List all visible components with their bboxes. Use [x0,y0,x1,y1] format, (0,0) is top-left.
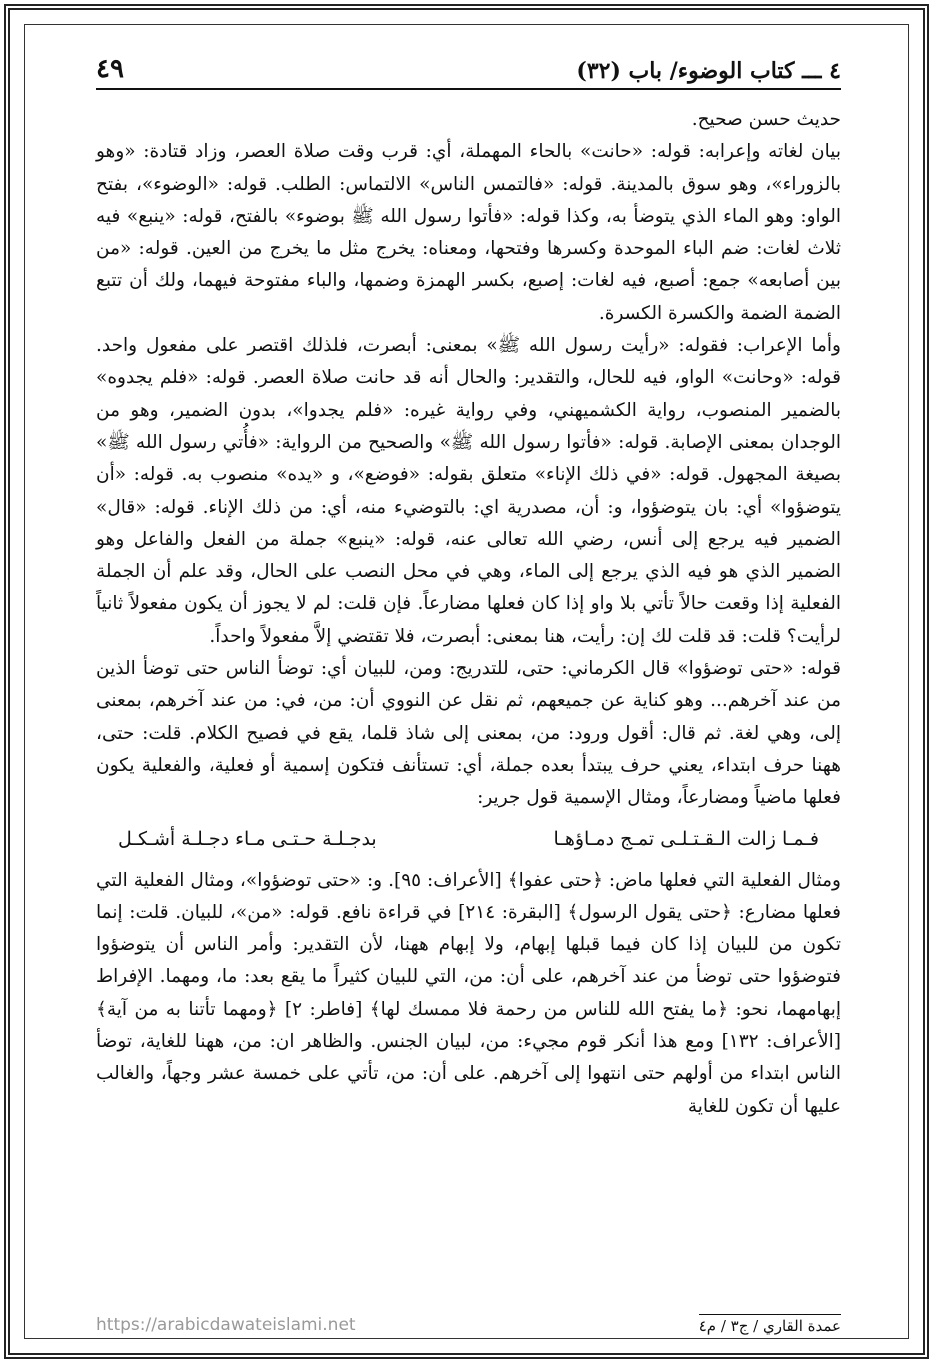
running-head: ٤ ـــ كتاب الوضوء/ باب (٣٢) [576,58,841,84]
page-footer [96,1314,841,1335]
paragraph-grammar: وأما الإعراب: فقوله: «رأيت رسول الله ﷺ» بمعنى: أبصرت، فلذلك اقتصر على مفعول واحد. قوله: «وحانت» الواو، فيه للحال، والتقدير: والحال أنه قد حانت صلاة العصر. قوله: «فلم يجدوه» بالضمير المنصوب، رواية الكشميهني، وفي رواية غيره: «فلم يجدوا»، بدون الضمير، وهو من الوجدان بمعنى الإصابة. قوله: «فأتوا رسول الله ﷺ» والصحيح من الرواية: «فأُتي رسول الله ﷺ» بصيغة المجهول. قوله: «في ذلك الإناء» متعلق بقوله: «فوضع»، و «يده» منصوب به. قوله: «أن يتوضؤوا» أي: بان يتوضؤوا، و: أن، مصدرية اي: بالتوضيء منه، أي: من ذلك الإناء. قوله: «قال» الضمير فيه يرجع إلى أنس، رضي الله تعالى عنه، قوله: «ينبع» جملة من الفعل والفاعل وهو الضمير الذي هو فيه الذي يرجع إلى الماء، وهي في محل النصب على الحال، وقد علم أن الجملة الفعلية إذا وقعت حالاً تأتي بلا واو إذا كان فعلها مضارعاً. فإن قلت: لم لا يجوز أن يكون مفعولاً ثانياً لرأيت؟ قلت: قد قلت لك إن: رأيت، هنا بمعنى: أبصرت، فلا تقتضي إلاَّ مفعولاً واحداً. [96,335,841,647]
poem-hemistich-first: فـمـا زالت الـقـتـلـى تمـج دمـاؤهـا [553,827,819,850]
page-number: ٤٩ [96,54,124,84]
paragraph-hadith-grade: حديث حسن صحيح. [691,109,841,130]
paragraph-hatta: قوله: «حتى توضؤوا» قال الكرماني: حتى، للتدريج: ومن، للبيان أي: توضأ الناس حتى توضأ الذين من عند آخرهم... وهو كناية عن جميعهم، ثم نقل عن النووي أن: من، في: من عند آخرهم، بمعنى إلى، وهي لغة. ثم قال: أقول ورود: من، بمعنى إلى شاذ قلما، يقع في فصيح الكلام. قلت: حتى، ههنا حرف ابتداء، يعني حرف يبتدأ بعده جملة، أي: تستأنف فتكون إسمية أو فعلية، والفعلية يكون فعلها ماضياً ومضارعاً، ومثال الإسمية قول جرير: [96,658,841,809]
page-header [96,52,841,90]
footer-signature: عمدة القاري / ج٣ / م٤ [699,1314,841,1335]
watermark-url: https://arabicdawateislami.net [96,1314,356,1335]
poem-hemistich-second: بدجـلـة حـتـى مـاء دجـلـة أشـكـل [118,827,377,850]
poem-verse [96,815,841,865]
paragraph-vocabulary: بيان لغاته وإعرابه: قوله: «حانت» بالحاء المهملة، أي: قرب وقت صلاة العصر، وزاد قتادة: «وهو بالزوراء»، وهو سوق بالمدينة. قوله: «فالتمس الناس» الالتماس: الطلب. قوله: «الوضوء»، بفتح الواو: وهو الماء الذي يتوضأ به، وكذا قوله: «فأتوا رسول الله ﷺ بوضوء» بالفتح، قوله: «ينبع» فيه ثلاث لغات: ضم الباء الموحدة وكسرها وفتحها، ومعناه: يخرج مثل ما يخرج من العين. قوله: «من بين أصابعه» جمع: أصبع، فيه لغات: إصبع، بكسر الهمزة وضمها، والباء مفتوحة فيهما، ولك أن تتبع الضمة الضمة والكسرة الكسرة. [96,141,841,324]
page-body [96,104,841,1123]
paragraph-examples: ومثال الفعلية التي فعلها ماض: ﴿حتى عفوا﴾ [الأعراف: ٩٥]. و: «حتى توضؤوا»، ومثال الفعلية التي فعلها مضارع: ﴿حتى يقول الرسول﴾ [البقرة: ٢١٤] في قراءة نافع. قوله: «من»، للبيان. قلت: إنما تكون من للبيان إذا كان فيما قبلها إبهام، ولا إبهام ههنا، لأن التقدير: وأمر الناس أن يتوضؤوا فتوضؤوا حتى توضأ من عند آخرهم، على أن: من، التي للبيان كثيراً ما يقع بعد: ما، ومهما. الإفراط إبهامهما، نحو: ﴿ما يفتح الله للناس من رحمة فلا ممسك لها﴾ [فاطر: ٢] ﴿ومهما تأتنا به من آية﴾ [الأعراف: ١٣٢] ومع هذا أنكر قوم مجيء: من، لبيان الجنس. والظاهر ان: من، ههنا للغاية، توضأ الناس ابتداء من أولهم حتى انتهوا إلى آخرهم. على أن: من، تأتي على خمسة عشر وجهاً، والغالب عليها أن تكون للغاية [96,869,841,1117]
book-page [96,52,841,1342]
